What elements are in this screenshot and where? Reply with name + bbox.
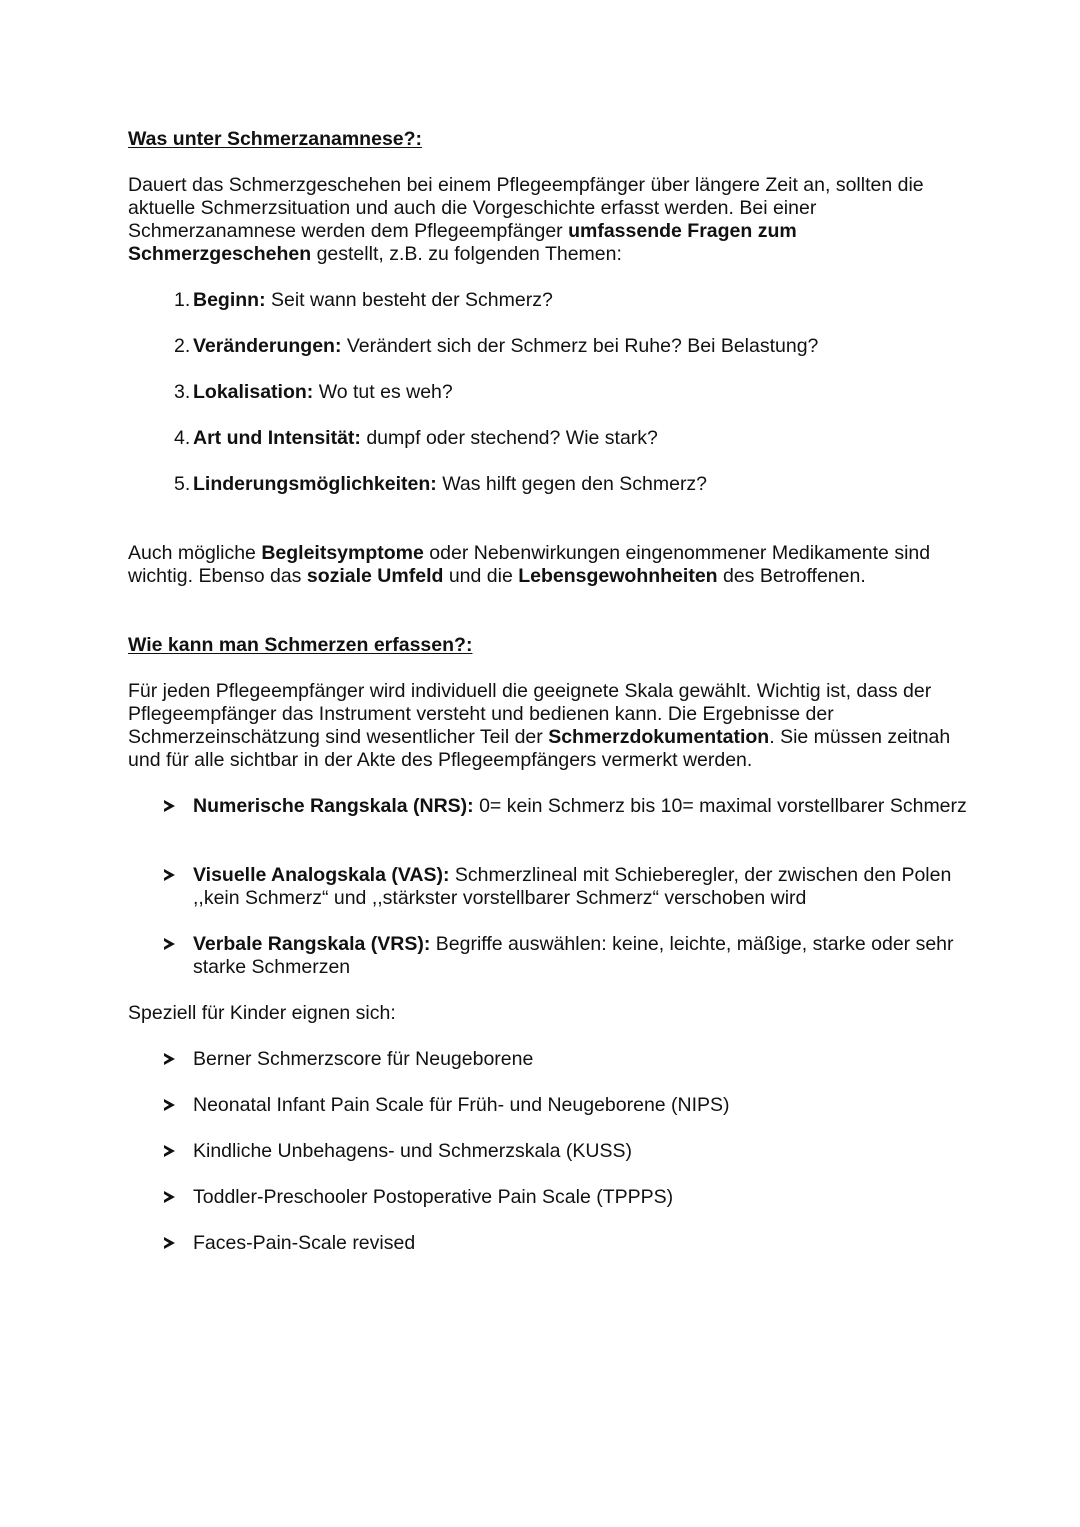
list-item-text: Begriffe auswählen: keine, leichte, mäßige, starke oder sehr starke Schmerzen [193,933,954,978]
section-heading-schmerzanamnese: Was unter Schmerzanamnese?: [128,128,423,150]
children-scales-intro: Speziell für Kinder eignen sich: [128,1002,396,1024]
schmerzanamnese-intro [128,174,968,266]
arrow-bullet-icon [164,1191,175,1203]
list-item [128,427,968,473]
list-number: 4. [174,427,191,449]
list-item-label: Verbale Rangskala (VRS): [193,933,431,955]
schmerzanamnese-closing [128,542,968,588]
list-item-text: Seit wann besteht der Schmerz? [265,289,553,311]
list-item-text: Neonatal Infant Pain Scale für Früh- und Neugeborene (NIPS) [193,1094,730,1116]
anamnese-questions-list [128,289,968,519]
intro-bold-text: Schmerzdokumentation [548,726,770,748]
list-item [128,795,968,864]
list-item-text: Toddler-Preschooler Postoperative Pain Scale (TPPPS) [193,1186,674,1208]
list-item-text: Wo tut es weh? [313,381,453,403]
schmerzen-erfassen-intro [128,680,968,772]
list-item-label: Visuelle Analogskala (VAS): [193,864,450,886]
section-heading-schmerzen-erfassen: Wie kann man Schmerzen erfassen?: [128,634,473,656]
arrow-bullet-icon [164,869,175,881]
list-item-label: Numerische Rangskala (NRS): [193,795,474,817]
list-item-text: 0= kein Schmerz bis 10= maximal vorstellbarer Schmerz [473,795,967,817]
list-number: 1. [174,289,191,311]
closing-bold-text: Begleitsymptome [261,542,424,564]
arrow-bullet-icon [164,800,175,812]
pain-scales-list [128,795,968,1002]
list-item-label: Linderungsmöglichkeiten: [193,473,437,495]
list-item-label: Lokalisation: [193,381,314,403]
intro-text: Dauert das Schmerzgeschehen bei einem Pflegeempfänger über längere Zeit an, sollten die aktuelle Schmerzsituation und auch die Vorgeschichte erfasst werden. Bei einer Schmerzanamnese werden dem Pflegeempfänger [128,174,924,242]
list-number: 2. [174,335,191,357]
arrow-bullet-icon [164,1237,175,1249]
list-item-label: Beginn: [193,289,266,311]
intro-text: Für jeden Pflegeempfänger wird individuell die geeignete Skala gewählt. Wichtig ist, dass der Pflegeempfänger das Instrument versteht und bedienen kann. Die Ergebnisse der Schmerzeinschätzung sind wesentlicher Teil der [128,680,932,748]
list-item-text: Kindliche Unbehagens- und Schmerzskala (KUSS) [193,1140,632,1162]
closing-text: oder Nebenwirkungen eingenommener Medikamente sind wichtig. Ebenso das [128,542,931,587]
list-item-text: Schmerzlineal mit Schieberegler, der zwischen den Polen ,,kein Schmerz“ und ,,stärkster vorstellbarer Schmerz“ verschoben wird [193,864,952,909]
intro-text: . Sie müssen zeitnah und für alle sichtbar in der Akte des Pflegeempfängers vermerkt werden. [128,726,951,771]
arrow-bullet-icon [164,1053,175,1065]
list-item-text: Verändert sich der Schmerz bei Ruhe? Bei Belastung? [341,335,819,357]
list-item-text: Faces-Pain-Scale revised [193,1232,416,1254]
list-item [128,289,968,335]
list-item [128,1232,968,1278]
arrow-bullet-icon [164,938,175,950]
list-item-label: Veränderungen: [193,335,342,357]
list-item [128,933,968,1002]
list-item-label: Art und Intensität: [193,427,361,449]
list-item [128,335,968,381]
arrow-bullet-icon [164,1145,175,1157]
closing-bold-text: Lebensgewohnheiten [518,565,718,587]
list-item [128,1094,968,1140]
list-item [128,864,968,933]
list-item [128,1186,968,1232]
arrow-bullet-icon [164,1099,175,1111]
intro-bold-text: umfassende Fragen zum Schmerzgeschehen [128,220,797,265]
list-item [128,1048,968,1094]
list-number: 5. [174,473,191,495]
list-item [128,381,968,427]
list-number: 3. [174,381,191,403]
list-item-text: Was hilft gegen den Schmerz? [436,473,708,495]
list-item [128,473,968,519]
closing-bold-text: soziale Umfeld [306,565,444,587]
list-item-text: Berner Schmerzscore für Neugeborene [193,1048,534,1070]
closing-text: Auch mögliche [128,542,262,564]
list-item [128,1140,968,1186]
closing-text: des Betroffenen. [717,565,866,587]
children-scales-list [128,1048,968,1278]
intro-text: gestellt, z.B. zu folgenden Themen: [311,243,622,265]
closing-text: und die [443,565,519,587]
list-item-text: dumpf oder stechend? Wie stark? [360,427,658,449]
